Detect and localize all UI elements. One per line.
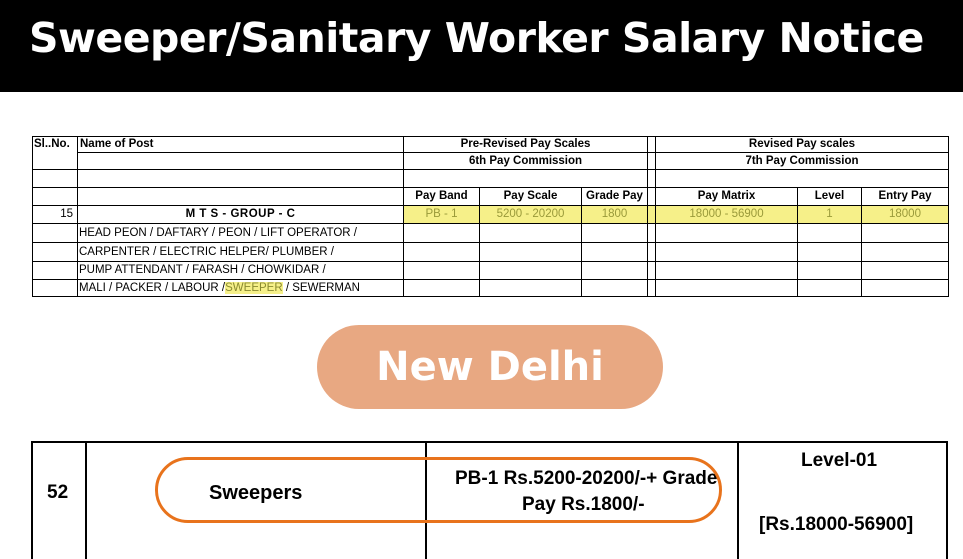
header-7th-cpc: 7th Pay Commission: [745, 155, 859, 167]
pay-line-1: PB-1 Rs.5200-20200/-+ Grade: [455, 468, 718, 489]
table-border: [948, 136, 949, 297]
header-pay-band: Pay Band: [415, 190, 468, 202]
row-separator-highlight: [648, 206, 655, 223]
header-revised: Revised Pay scales: [748, 138, 856, 150]
posts-line-4: [79, 280, 403, 296]
row-pay-band: PB - 1: [404, 206, 479, 223]
pay-range: [Rs.18000-56900]: [759, 514, 914, 535]
sl-no-52: 52: [47, 482, 69, 503]
header-entry-pay: Entry Pay: [878, 190, 932, 202]
row-group: M T S - GROUP - C: [185, 208, 296, 220]
header-6th-cpc: 6th Pay Commission: [468, 155, 583, 167]
header-pay-matrix: Pay Matrix: [697, 190, 756, 202]
row-grade-pay: 1800: [582, 206, 647, 223]
post-sweepers: Sweepers: [209, 482, 303, 504]
level-01: Level-01: [801, 450, 878, 471]
pay-line-2: Pay Rs.1800/-: [522, 494, 645, 515]
table-border: [31, 441, 948, 443]
table-border: [31, 441, 33, 559]
row-sl-no: 15: [60, 208, 73, 220]
posts-line-4-prefix: MALI / PACKER / LABOUR /: [79, 282, 226, 294]
row-entry-pay: 18000: [862, 206, 948, 223]
row-pay-scale: 5200 - 20200: [480, 206, 581, 223]
title-banner: [0, 0, 963, 92]
header-name-of-post: Name of Post: [80, 138, 154, 150]
header-pay-scale: Pay Scale: [503, 190, 558, 202]
location-label: New Delhi: [376, 344, 604, 390]
row-pay-matrix: 18000 - 56900: [656, 206, 797, 223]
header-sl-no: Sl..No.: [34, 138, 70, 150]
table-border: [32, 296, 949, 297]
posts-line-3: PUMP ATTENDANT / FARASH / CHOWKIDAR /: [79, 264, 326, 276]
posts-line-4-suffix: / SEWERMAN: [285, 282, 360, 294]
highlight-oval: [155, 457, 722, 523]
table-border: [85, 441, 87, 559]
page-title: Sweeper/Sanitary Worker Salary Notice: [29, 14, 924, 62]
table-border: [32, 242, 949, 243]
location-badge: [317, 325, 663, 409]
header-pre-revised: Pre-Revised Pay Scales: [460, 138, 591, 150]
table-border: [32, 169, 949, 170]
row-level: 1: [798, 206, 861, 223]
table-border: [737, 441, 739, 559]
table-border: [32, 223, 949, 224]
posts-line-1: HEAD PEON / DAFTARY / PEON / LIFT OPERATOR /: [79, 227, 357, 239]
header-grade-pay: Grade Pay: [586, 190, 643, 202]
header-level: Level: [814, 190, 845, 202]
highlighted-sweeper: SWEEPER: [225, 282, 283, 294]
posts-line-2: CARPENTER / ELECTRIC HELPER/ PLUMBER /: [79, 246, 334, 258]
table-border: [946, 441, 948, 559]
